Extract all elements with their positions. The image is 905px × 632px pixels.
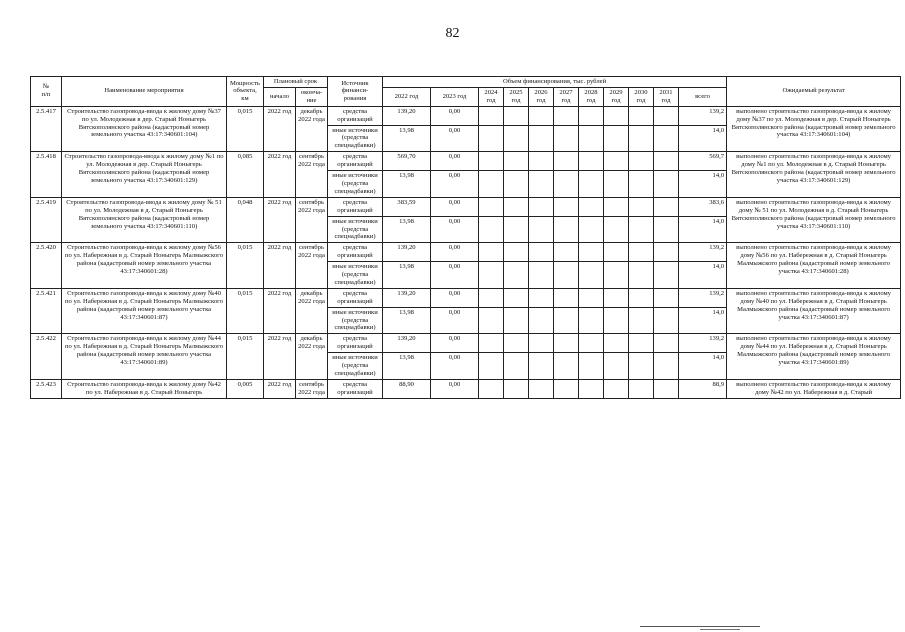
empty-year-cell <box>504 288 529 307</box>
table-header <box>31 77 901 107</box>
value-2023: 0,00 <box>431 353 479 380</box>
header-total: всего <box>679 87 727 106</box>
footer-line <box>640 626 760 627</box>
empty-year-cell <box>529 171 554 198</box>
empty-year-cell <box>604 125 629 152</box>
empty-year-cell <box>504 197 529 216</box>
empty-year-cell <box>654 152 679 171</box>
header-year: 2031 год <box>654 87 679 106</box>
empty-year-cell <box>479 171 504 198</box>
empty-year-cell <box>629 353 654 380</box>
expected-result: выполнено строительство газопровода-ввода к жилому дому №42 по ул. Набережная в д. Старый <box>727 379 901 398</box>
empty-year-cell <box>629 379 654 398</box>
header-result: Ожидаемый результат <box>727 77 901 107</box>
value-2022: 88,90 <box>383 379 431 398</box>
funding-source: средства организаций <box>328 243 383 262</box>
empty-year-cell <box>629 197 654 216</box>
empty-year-cell <box>479 152 504 171</box>
empty-year-cell <box>604 353 629 380</box>
empty-year-cell <box>529 152 554 171</box>
empty-year-cell <box>579 152 604 171</box>
header-year: 2024 год <box>479 87 504 106</box>
empty-year-cell <box>654 379 679 398</box>
value-2022: 383,59 <box>383 197 431 216</box>
expected-result: выполнено строительство газопровода-ввода к жилому дому №44 по ул. Набережная в д. Старый Ноныгерь Малмыжского района (кадастровый номер земельного участка 43:17:340601:89) <box>727 334 901 380</box>
empty-year-cell <box>554 243 579 262</box>
empty-year-cell <box>504 307 529 334</box>
total-value: 569,7 <box>679 152 727 171</box>
empty-year-cell <box>504 216 529 243</box>
funding-source: иные источники (средства спецнадбавки) <box>328 171 383 198</box>
empty-year-cell <box>629 243 654 262</box>
funding-source: иные источники (средства спецнадбавки) <box>328 262 383 289</box>
empty-year-cell <box>629 334 654 353</box>
capacity-value: 0,048 <box>227 197 264 243</box>
footer-line <box>700 629 740 630</box>
funding-source: средства организаций <box>328 106 383 125</box>
empty-year-cell <box>504 334 529 353</box>
table-row <box>31 288 901 307</box>
total-value: 14,0 <box>679 353 727 380</box>
empty-year-cell <box>604 171 629 198</box>
table-row <box>31 197 901 216</box>
row-number: 2.5.417 <box>31 106 62 152</box>
expected-result: выполнено строительство газопровода-ввода к жилому дому № 51 по ул. Молодежная в д. Старый Ноныгерь Вятскополянского района (кадастровый номер земельного участка 43:17:340601:110) <box>727 197 901 243</box>
empty-year-cell <box>504 106 529 125</box>
row-number: 2.5.421 <box>31 288 62 334</box>
total-value: 139,2 <box>679 334 727 353</box>
row-number: 2.5.418 <box>31 152 62 198</box>
empty-year-cell <box>504 171 529 198</box>
funding-source: средства организаций <box>328 197 383 216</box>
empty-year-cell <box>654 288 679 307</box>
empty-year-cell <box>479 216 504 243</box>
empty-year-cell <box>529 125 554 152</box>
end-date: сентябрь 2022 года <box>296 152 328 198</box>
header-year: 2023 год <box>431 87 479 106</box>
funding-source: средства организаций <box>328 379 383 398</box>
empty-year-cell <box>504 353 529 380</box>
empty-year-cell <box>629 125 654 152</box>
empty-year-cell <box>479 307 504 334</box>
table-row <box>31 334 901 353</box>
empty-year-cell <box>479 379 504 398</box>
measure-name: Строительство газопровода-ввода к жилому дому №37 по ул. Молодежная в дер. Старый Ноныгерь Вятскополянского района (кадастровый номер земельного участка 43:17:340601:104) <box>62 106 227 152</box>
empty-year-cell <box>579 106 604 125</box>
empty-year-cell <box>554 197 579 216</box>
funding-source: средства организаций <box>328 334 383 353</box>
expected-result: выполнено строительство газопровода-ввода к жилому дому №1 по ул. Молодежная в д. Старый Ноныгерь Вятскополянского района (кадастровый номер земельного участка 43:17:340601:129) <box>727 152 901 198</box>
value-2022: 13,98 <box>383 125 431 152</box>
header-year: 2028 год <box>579 87 604 106</box>
empty-year-cell <box>654 216 679 243</box>
empty-year-cell <box>604 243 629 262</box>
start-date: 2022 год <box>264 243 296 289</box>
start-date: 2022 год <box>264 106 296 152</box>
table-row <box>31 243 901 262</box>
header-num: № п/п <box>31 77 62 107</box>
empty-year-cell <box>504 379 529 398</box>
empty-year-cell <box>604 379 629 398</box>
empty-year-cell <box>579 171 604 198</box>
empty-year-cell <box>529 262 554 289</box>
empty-year-cell <box>654 125 679 152</box>
empty-year-cell <box>579 125 604 152</box>
expected-result: выполнено строительство газопровода-ввода к жилому дому №37 по ул. Молодежная в дер. Старый Ноныгерь Вятскополянского района (кадастровый номер земельного участка 43:17:340601:104) <box>727 106 901 152</box>
empty-year-cell <box>604 288 629 307</box>
empty-year-cell <box>654 307 679 334</box>
end-date: декабрь 2022 года <box>296 106 328 152</box>
empty-year-cell <box>479 197 504 216</box>
empty-year-cell <box>529 197 554 216</box>
empty-year-cell <box>579 262 604 289</box>
value-2023: 0,00 <box>431 106 479 125</box>
empty-year-cell <box>529 288 554 307</box>
total-value: 14,0 <box>679 262 727 289</box>
header-source: Источник финанси- рования <box>328 77 383 107</box>
row-number: 2.5.420 <box>31 243 62 289</box>
page-number: 82 <box>445 26 460 41</box>
empty-year-cell <box>654 197 679 216</box>
empty-year-cell <box>604 334 629 353</box>
total-value: 88,9 <box>679 379 727 398</box>
empty-year-cell <box>479 106 504 125</box>
capacity-value: 0,015 <box>227 106 264 152</box>
empty-year-cell <box>579 334 604 353</box>
value-2022: 139,20 <box>383 106 431 125</box>
empty-year-cell <box>479 125 504 152</box>
empty-year-cell <box>504 262 529 289</box>
empty-year-cell <box>629 106 654 125</box>
row-number: 2.5.419 <box>31 197 62 243</box>
funding-source: средства организаций <box>328 152 383 171</box>
funding-source: иные источники (средства спецнадбавки) <box>328 216 383 243</box>
empty-year-cell <box>629 307 654 334</box>
value-2022: 139,20 <box>383 334 431 353</box>
header-plan-term: Плановый срок <box>264 77 328 88</box>
empty-year-cell <box>604 106 629 125</box>
value-2023: 0,00 <box>431 288 479 307</box>
empty-year-cell <box>554 171 579 198</box>
header-year: 2026 год <box>529 87 554 106</box>
value-2022: 13,98 <box>383 171 431 198</box>
start-date: 2022 год <box>264 334 296 380</box>
empty-year-cell <box>604 216 629 243</box>
empty-year-cell <box>629 262 654 289</box>
value-2023: 0,00 <box>431 152 479 171</box>
empty-year-cell <box>554 152 579 171</box>
empty-year-cell <box>529 334 554 353</box>
empty-year-cell <box>554 262 579 289</box>
header-year: 2025 год <box>504 87 529 106</box>
expected-result: выполнено строительство газопровода-ввода к жилому дому №56 по ул. Набережная в д. Старый Ноныгерь Малмыжского района (кадастровый номер земельного участка 43:17:340601:28) <box>727 243 901 289</box>
value-2022: 13,98 <box>383 216 431 243</box>
row-number: 2.5.422 <box>31 334 62 380</box>
capacity-value: 0,015 <box>227 334 264 380</box>
table-body <box>31 106 901 398</box>
measure-name: Строительство газопровода-ввода к жилому дому №56 по ул. Набережная в д. Старый Ноныгерь Малмыжского района (кадастровый номер земельного участка 43:17:340601:28) <box>62 243 227 289</box>
funding-source: иные источники (средства спецнадбавки) <box>328 307 383 334</box>
table-row <box>31 106 901 125</box>
total-value: 14,0 <box>679 307 727 334</box>
measure-name: Строительство газопровода-ввода к жилому дому №44 по ул. Набережная в д. Старый Ноныгерь Малмыжского района (кадастровый номер земельного участка 43:17:340601:89) <box>62 334 227 380</box>
total-value: 14,0 <box>679 171 727 198</box>
financing-table <box>30 76 901 399</box>
empty-year-cell <box>654 262 679 289</box>
value-2023: 0,00 <box>431 334 479 353</box>
empty-year-cell <box>479 243 504 262</box>
empty-year-cell <box>579 379 604 398</box>
empty-year-cell <box>629 171 654 198</box>
table-row <box>31 379 901 398</box>
empty-year-cell <box>529 216 554 243</box>
empty-year-cell <box>479 262 504 289</box>
empty-year-cell <box>554 106 579 125</box>
header-year: 2027 год <box>554 87 579 106</box>
start-date: 2022 год <box>264 197 296 243</box>
empty-year-cell <box>504 243 529 262</box>
header-capacity: Мощность объекта, км <box>227 77 264 107</box>
value-2023: 0,00 <box>431 262 479 289</box>
empty-year-cell <box>529 379 554 398</box>
empty-year-cell <box>554 379 579 398</box>
capacity-value: 0,085 <box>227 152 264 198</box>
measure-name: Строительство газопровода-ввода к жилому дому №42 по ул. Набережная в д. Старый Ноныгерь <box>62 379 227 398</box>
empty-year-cell <box>654 334 679 353</box>
empty-year-cell <box>529 353 554 380</box>
end-date: сентябрь 2022 года <box>296 379 328 398</box>
empty-year-cell <box>604 197 629 216</box>
end-date: сентябрь 2022 года <box>296 243 328 289</box>
total-value: 383,6 <box>679 197 727 216</box>
empty-year-cell <box>629 216 654 243</box>
empty-year-cell <box>529 106 554 125</box>
value-2023: 0,00 <box>431 197 479 216</box>
end-date: декабрь 2022 года <box>296 288 328 334</box>
funding-source: иные источники (средства спецнадбавки) <box>328 353 383 380</box>
header-year: 2022 год <box>383 87 431 106</box>
empty-year-cell <box>579 288 604 307</box>
expected-result: выполнено строительство газопровода-ввода к жилому дому №40 по ул. Набережная в д. Старый Ноныгерь Малмыжского района (кадастровый номер земельного участка 43:17:340601:87) <box>727 288 901 334</box>
header-start: начало <box>264 87 296 106</box>
end-date: сентябрь 2022 года <box>296 197 328 243</box>
empty-year-cell <box>554 216 579 243</box>
empty-year-cell <box>479 353 504 380</box>
empty-year-cell <box>654 353 679 380</box>
total-value: 139,2 <box>679 243 727 262</box>
row-number: 2.5.423 <box>31 379 62 398</box>
start-date: 2022 год <box>264 152 296 198</box>
empty-year-cell <box>654 171 679 198</box>
empty-year-cell <box>654 243 679 262</box>
table-row <box>31 152 901 171</box>
empty-year-cell <box>554 307 579 334</box>
value-2022: 13,98 <box>383 262 431 289</box>
empty-year-cell <box>529 307 554 334</box>
measure-name: Строительство газопровода-ввода к жилому дому №1 по ул. Молодежная в дер. Старый Ноныгерь Вятскополянского района (кадастровый номер земельного участка 43:17:340601:129) <box>62 152 227 198</box>
empty-year-cell <box>579 307 604 334</box>
value-2023: 0,00 <box>431 379 479 398</box>
empty-year-cell <box>529 243 554 262</box>
value-2022: 139,20 <box>383 288 431 307</box>
empty-year-cell <box>579 243 604 262</box>
empty-year-cell <box>554 334 579 353</box>
total-value: 14,0 <box>679 216 727 243</box>
capacity-value: 0,015 <box>227 243 264 289</box>
funding-source: средства организаций <box>328 288 383 307</box>
empty-year-cell <box>579 353 604 380</box>
empty-year-cell <box>554 125 579 152</box>
header-year: 2029 год <box>604 87 629 106</box>
empty-year-cell <box>504 152 529 171</box>
value-2023: 0,00 <box>431 243 479 262</box>
empty-year-cell <box>579 197 604 216</box>
measure-name: Строительство газопровода-ввода к жилому дому №40 по ул. Набережная в д. Старый Ноныгерь Малмыжского района (кадастровый номер земельного участка 43:17:340601:87) <box>62 288 227 334</box>
value-2023: 0,00 <box>431 216 479 243</box>
total-value: 139,2 <box>679 288 727 307</box>
measure-name: Строительство газопровода-ввода к жилому дому № 51 по ул. Молодежная в д. Старый Ноныгерь Вятскополянского района (кадастровый номер земельного участка 43:17:340601:110) <box>62 197 227 243</box>
header-name: Наименование мероприятия <box>62 77 227 107</box>
header-volume: Объем финансирования, тыс. рублей <box>383 77 727 88</box>
empty-year-cell <box>629 288 654 307</box>
funding-source: иные источники (средства спецнадбавки) <box>328 125 383 152</box>
value-2022: 139,20 <box>383 243 431 262</box>
empty-year-cell <box>654 106 679 125</box>
end-date: декабрь 2022 года <box>296 334 328 380</box>
empty-year-cell <box>629 152 654 171</box>
empty-year-cell <box>554 353 579 380</box>
value-2022: 13,98 <box>383 307 431 334</box>
header-end: оконча- ние <box>296 87 328 106</box>
start-date: 2022 год <box>264 379 296 398</box>
header-year: 2030 год <box>629 87 654 106</box>
empty-year-cell <box>604 152 629 171</box>
value-2023: 0,00 <box>431 171 479 198</box>
total-value: 139,2 <box>679 106 727 125</box>
capacity-value: 0,015 <box>227 288 264 334</box>
empty-year-cell <box>604 262 629 289</box>
empty-year-cell <box>479 288 504 307</box>
empty-year-cell <box>579 216 604 243</box>
total-value: 14,0 <box>679 125 727 152</box>
capacity-value: 0,005 <box>227 379 264 398</box>
value-2023: 0,00 <box>431 307 479 334</box>
empty-year-cell <box>479 334 504 353</box>
start-date: 2022 год <box>264 288 296 334</box>
value-2023: 0,00 <box>431 125 479 152</box>
value-2022: 569,70 <box>383 152 431 171</box>
empty-year-cell <box>604 307 629 334</box>
value-2022: 13,98 <box>383 353 431 380</box>
empty-year-cell <box>504 125 529 152</box>
empty-year-cell <box>554 288 579 307</box>
